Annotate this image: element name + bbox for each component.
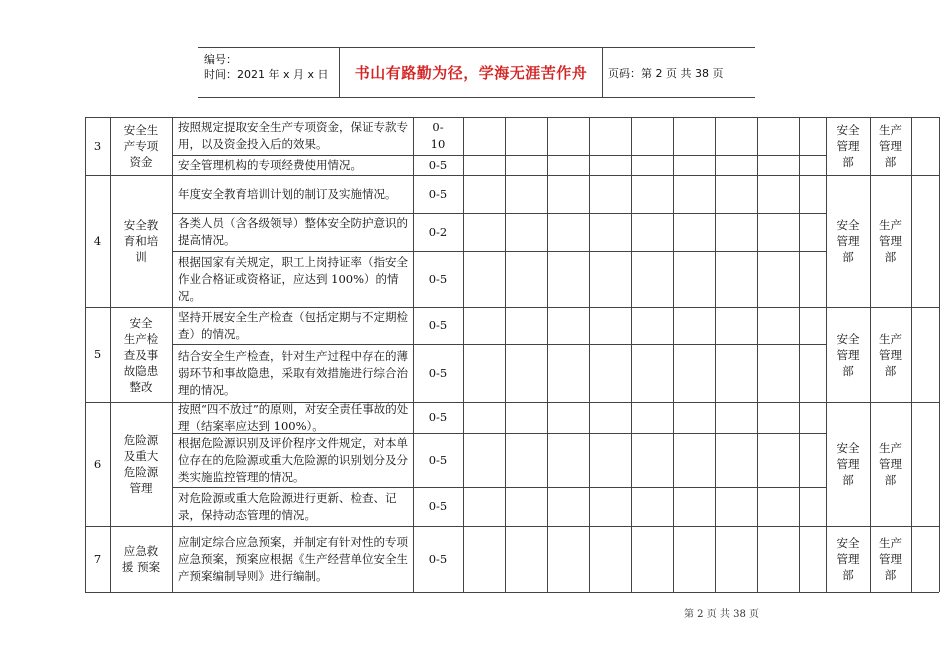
executing-dept: 生产 管理 部 xyxy=(879,536,902,582)
criteria-text: 年度安全教育培训计划的制订及实施情况。 xyxy=(178,186,397,201)
time-label: 时间：2021 年 x 月 x 日 xyxy=(204,68,329,81)
item-name: 危险源 及重大 危险源 管理 xyxy=(123,433,159,495)
row-number: 6 xyxy=(93,456,102,471)
row-number: 4 xyxy=(93,233,102,248)
table-rule xyxy=(757,117,758,592)
criteria-text: 对危险源或重大危险源进行更新、检查、记录，保持动态管理的情况。 xyxy=(178,490,397,522)
table-rule xyxy=(505,117,506,592)
table-rule xyxy=(673,117,674,592)
score-range: 0-5 xyxy=(428,186,448,201)
row-number: 7 xyxy=(93,551,102,566)
executing-dept: 生产 管理 部 xyxy=(879,218,902,264)
header-meta xyxy=(198,48,338,97)
table-rule xyxy=(715,117,716,592)
header-page-label: 页码：第 2 页 共 38 页 xyxy=(608,66,724,80)
criteria-text: 按照规定提取安全生产专项资金，保证专款专用，以及资金投入后的效果。 xyxy=(178,120,408,151)
criteria-text: 应制定综合应急预案，并制定有针对性的专项应急预案，预案应根据《生产经营单位安全生产预案编制导则》进行编制。 xyxy=(178,534,408,583)
page-footer: 第 2 页 共 38 页 xyxy=(684,609,759,620)
table-rule xyxy=(589,117,590,592)
criteria-text: 按照“四不放过”的原则，对安全责任事故的处理（结案率应达到 100%）。 xyxy=(178,401,409,433)
document-header xyxy=(198,47,755,98)
responsible-dept: 安全 管理 部 xyxy=(836,331,860,378)
item-name: 安全 生产检 查及事 故隐患 整改 xyxy=(123,315,159,394)
table-rule xyxy=(172,117,173,592)
item-name: 安全教 育和培 训 xyxy=(123,218,159,264)
criteria-text: 根据国家有关规定，职工上岗持证率（指安全作业合格证或资格证，应达到 100%）的情况。 xyxy=(178,254,408,303)
score-range: 0-5 xyxy=(428,318,448,332)
table-rule xyxy=(911,117,912,592)
responsible-dept: 安全 管理 部 xyxy=(836,441,860,487)
score-range: 0-5 xyxy=(428,499,448,513)
table-rule xyxy=(799,117,800,592)
row-number: 3 xyxy=(93,138,102,153)
score-range: 0-5 xyxy=(428,157,448,172)
score-range: 0-5 xyxy=(428,365,448,380)
responsible-dept: 安全 管理 部 xyxy=(836,218,860,264)
executing-dept: 生产 管理 部 xyxy=(879,441,902,487)
score-range: 0-5 xyxy=(428,551,448,566)
executing-dept: 生产 管理 部 xyxy=(879,331,902,378)
score-range: 0- 10 xyxy=(430,120,446,151)
score-range: 0-5 xyxy=(428,271,448,286)
criteria-text: 安全管理机构的专项经费使用情况。 xyxy=(178,157,362,172)
responsible-dept: 安全 管理 部 xyxy=(836,536,860,582)
responsible-dept: 安全 管理 部 xyxy=(836,123,860,169)
number-label: 编号： xyxy=(204,53,237,66)
table-rule xyxy=(547,117,548,592)
table-rule xyxy=(939,117,940,592)
executing-dept: 生产 管理 部 xyxy=(879,123,902,169)
item-name: 应急救 援 预案 xyxy=(121,544,161,574)
criteria-text: 坚持开展安全生产检查（包括定期与不定期检查）的情况。 xyxy=(178,309,408,341)
criteria-text: 根据危险源识别及评价程序文件规定，对本单位存在的危险源或重大危险源的识别划分及分类实施监控管理的情况。 xyxy=(178,435,408,484)
score-range: 0-5 xyxy=(428,410,448,424)
item-name: 安全生 产专项 资金 xyxy=(123,123,159,169)
header-motto: 书山有路勤为径，学海无涯苦作舟 xyxy=(339,48,603,97)
score-range: 0-5 xyxy=(428,452,448,467)
criteria-text: 结合安全生产检查，针对生产过程中存在的薄弱环节和事故隐患，采取有效措施进行综合治理的情况。 xyxy=(178,348,408,397)
criteria-text: 各类人员（含各级领导）整体安全防护意识的提高情况。 xyxy=(178,216,408,247)
table-rule xyxy=(631,117,632,592)
evaluation-table xyxy=(85,117,939,592)
score-range: 0-2 xyxy=(428,224,448,239)
table-rule xyxy=(85,592,939,593)
table-rule xyxy=(463,117,464,592)
row-number: 5 xyxy=(93,347,102,361)
